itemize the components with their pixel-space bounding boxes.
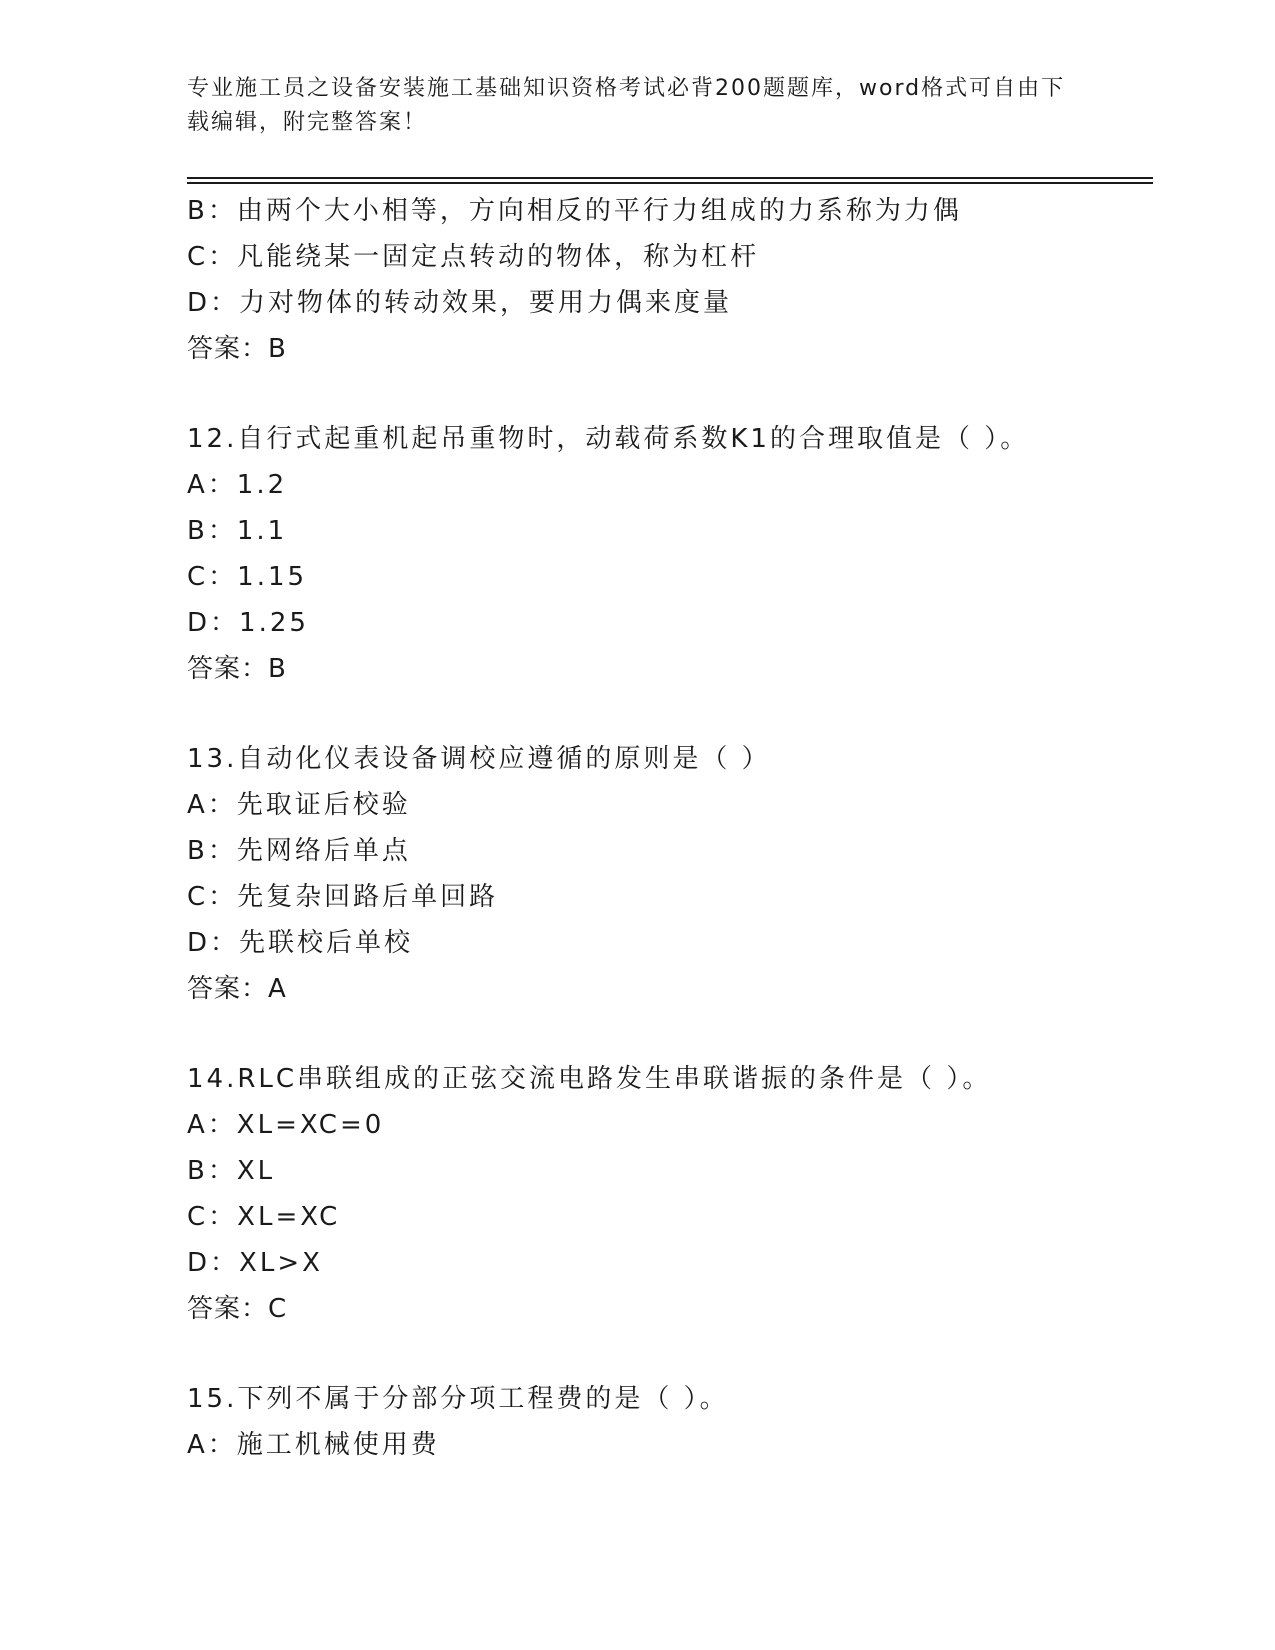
option-a: A：施工机械使用费: [187, 1430, 440, 1460]
question-12: [187, 416, 1153, 692]
question-13: [187, 736, 1153, 1012]
option-b: B：XL: [187, 1156, 276, 1186]
option-b: B：由两个大小相等，方向相反的平行力组成的力系称为力偶: [187, 196, 962, 226]
option-b: B：先网络后单点: [187, 836, 411, 866]
question-15: [187, 1376, 1153, 1468]
option-d: D：XL>X: [187, 1248, 323, 1278]
question-content: [187, 188, 1153, 1468]
document-header: 专业施工员之设备安装施工基础知识资格考试必背200题题库，word格式可自由下载编辑，附完整答案！: [187, 76, 1066, 135]
header-divider-bottom: [187, 182, 1153, 184]
spacer: [187, 1012, 1153, 1056]
answer-line: 答案：C: [187, 1294, 288, 1324]
question-stem: 12.自行式起重机起吊重物时，动载荷系数K1的合理取值是（ ）。: [187, 424, 1030, 454]
option-c: C：1.15: [187, 562, 308, 592]
option-c: C：凡能绕某一固定点转动的物体，称为杠杆: [187, 242, 760, 272]
option-a: A：XL=XC=0: [187, 1110, 385, 1140]
answer-line: 答案：A: [187, 974, 287, 1004]
question-stem: 13.自动化仪表设备调校应遵循的原则是（ ）: [187, 744, 771, 774]
option-a: A：先取证后校验: [187, 790, 411, 820]
answer-line: 答案：B: [187, 334, 287, 364]
option-d: D：力对物体的转动效果，要用力偶来度量: [187, 288, 733, 318]
option-c: C：先复杂回路后单回路: [187, 882, 499, 912]
option-c: C：XL=XC: [187, 1202, 341, 1232]
spacer: [187, 692, 1153, 736]
question-11-partial: [187, 188, 1153, 372]
option-a: A：1.2: [187, 470, 288, 500]
answer-line: 答案：B: [187, 654, 287, 684]
question-14: [187, 1056, 1153, 1332]
spacer: [187, 372, 1153, 416]
option-d: D：1.25: [187, 608, 309, 638]
question-stem: 15.下列不属于分部分项工程费的是（ ）。: [187, 1384, 729, 1414]
option-b: B：1.1: [187, 516, 288, 546]
question-stem: 14.RLC串联组成的正弦交流电路发生串联谐振的条件是（ ）。: [187, 1064, 992, 1094]
spacer: [187, 1332, 1153, 1376]
option-d: D：先联校后单校: [187, 928, 414, 958]
header-divider-top: [187, 177, 1153, 179]
